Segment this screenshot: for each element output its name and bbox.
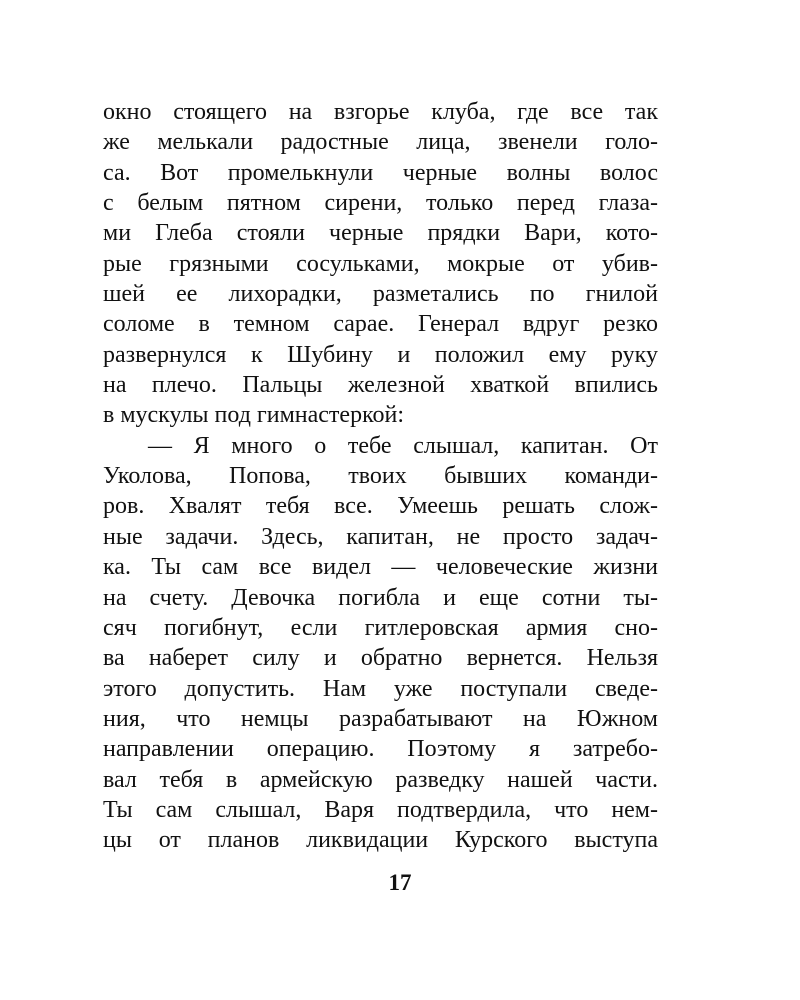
text-line: ми Глеба стояли черные прядки Вари, кото- [103,220,658,247]
text-line: на счету. Девочка погибла и еще сотни ты- [103,584,658,611]
text-line: рые грязными сосульками, мокрые от убив- [103,250,658,277]
text-line: ные задачи. Здесь, капитан, не просто задач- [103,523,658,550]
dialogue-start-line: — Я много о тебе слышал, капитан. От [148,432,658,459]
text-line: соломе в темном сарае. Генерал вдруг резко [103,311,658,338]
text-line: са. Вот промелькнули черные волны волос [103,159,658,186]
text-line: ва наберет силу и обратно вернется. Нельзя [103,645,658,672]
text-line: шей ее лихорадки, разметались по гнилой [103,281,658,308]
text-line: Уколова, Попова, твоих бывших команди- [103,463,658,490]
body-text [103,97,658,856]
text-line: сяч погибнут, если гитлеровская армия сно- [103,614,658,641]
paragraph-end-line: в мускулы под гимнастеркой: [103,402,405,429]
text-line: Ты сам слышал, Варя подтвердила, что нем- [103,796,658,823]
text-line: ка. Ты сам все видел — человеческие жизни [103,554,658,581]
page-number: 17 [388,870,412,895]
text-line: ров. Хвалят тебя все. Умеешь решать слож- [103,493,658,520]
text-line: цы от планов ликвидации Курского выступа [103,827,658,854]
text-line: развернулся к Шубину и положил ему руку [103,341,658,368]
text-line: вал тебя в армейскую разведку нашей части. [103,766,658,793]
text-line: ния, что немцы разрабатывают на Южном [103,705,658,732]
text-line: на плечо. Пальцы железной хваткой впились [103,372,658,399]
text-line: окно стоящего на взгорье клуба, где все так [103,99,658,125]
text-line: этого допустить. Нам уже поступали сведе- [103,675,658,702]
text-line: с белым пятном сирени, только перед глаза- [103,190,658,217]
text-line: направлении операцию. Поэтому я затребо- [103,736,658,763]
text-line: же мелькали радостные лица, звенели голо- [103,129,658,156]
